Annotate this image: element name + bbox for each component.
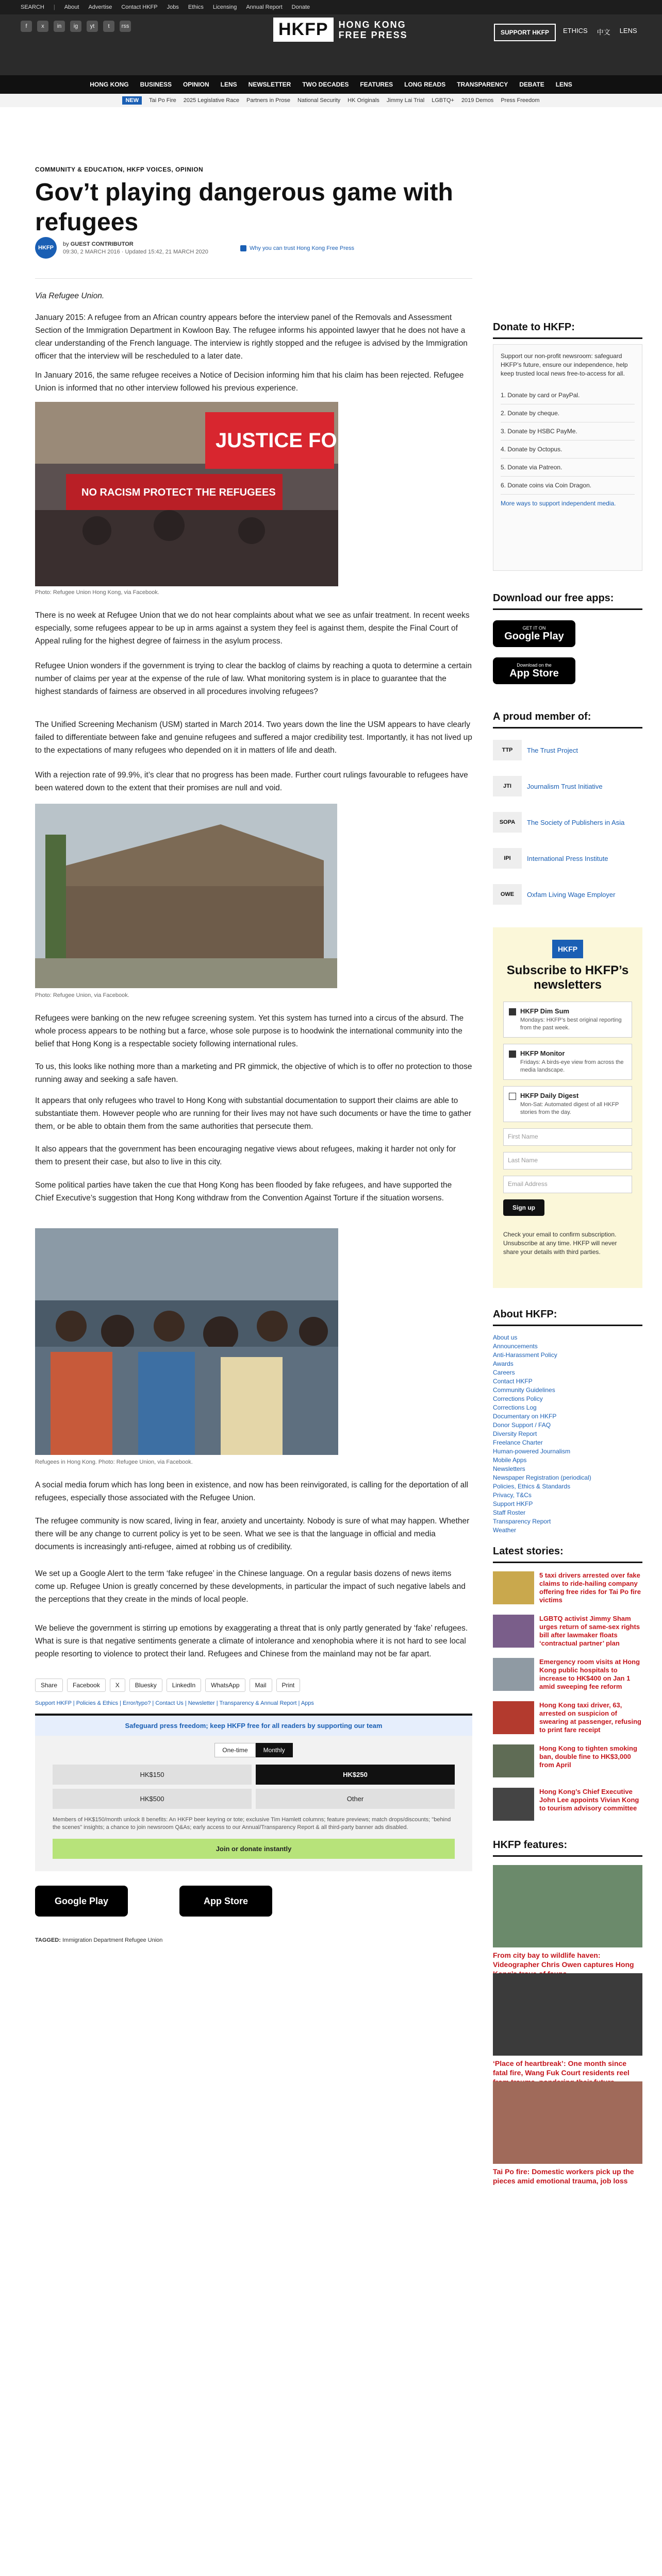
new-badge: NEW xyxy=(122,96,142,105)
store-small: Download on the xyxy=(517,662,552,668)
about-link[interactable]: Community Guidelines xyxy=(493,1386,555,1394)
linkedin-icon[interactable]: in xyxy=(54,21,65,32)
nav-item[interactable]: LONG READS xyxy=(404,81,446,88)
share-whatsapp[interactable]: WhatsApp xyxy=(205,1679,245,1692)
store-big: App Store xyxy=(509,667,559,679)
about-link[interactable]: Privacy, T&Cs xyxy=(493,1492,532,1499)
image-caption: Photo: Refugee Union Hong Kong, via Facebook. xyxy=(35,589,159,596)
latest-story[interactable] xyxy=(493,1658,642,1691)
email-input[interactable]: Email Address xyxy=(503,1176,632,1193)
donate-lead[interactable]: Support our non-profit newsroom: safeguard HKFP’s future, ensure our independence, help keep trusted local news free-to-access for all. xyxy=(501,352,628,377)
latest-title: Latest stories: xyxy=(493,1546,642,1563)
feature-image xyxy=(493,1973,642,2056)
via-line: Via Refugee Union. xyxy=(35,292,105,300)
paragraph: To us, this looks like nothing more than a marketing and PR gimmick, the objective of which is to offer no protection to those running away and seeking a safe haven. xyxy=(35,1062,472,1084)
about-link[interactable]: Announcements xyxy=(493,1343,538,1350)
latest-story[interactable] xyxy=(493,1701,642,1734)
about-link[interactable]: Awards xyxy=(493,1360,514,1367)
about-link[interactable]: Human-powered Journalism xyxy=(493,1448,571,1455)
newsletter-name: HKFP Daily Digest xyxy=(520,1092,579,1099)
contact-link[interactable]: Contact HKFP xyxy=(121,4,158,10)
paragraph: It also appears that the government has been encouraging negative views about refugees, making it harder not only for them to present their case, but also to live in this city. xyxy=(35,1145,456,1166)
youtube-icon[interactable]: yt xyxy=(87,21,98,32)
donate-link[interactable]: Donate xyxy=(291,4,310,10)
support-headline[interactable]: Safeguard press freedom; keep HKFP free for all readers by supporting our team xyxy=(35,1716,472,1736)
about-link[interactable]: Transparency Report xyxy=(493,1518,551,1525)
member-logo[interactable] xyxy=(493,776,603,796)
newsletter-name: HKFP Dim Sum xyxy=(520,1007,570,1015)
last-name-input[interactable]: Last Name xyxy=(503,1152,632,1170)
donate-option[interactable]: 5. Donate via Patreon. xyxy=(501,459,635,477)
story-title[interactable]: Hong Kong taxi driver, 63, arrested on suspicion of swearing at passenger, refusing to print fare receipt xyxy=(539,1701,641,1734)
paragraph: There is no week at Refugee Union that we do not hear complaints about what we see as unfair treatment. In recent weeks especially, some refugees appear to be up in arms against a system they feel is against them, despite the Final Court of Appeal ruling for the highest degree of fairness in the asylum process. xyxy=(35,611,470,646)
amount-options xyxy=(35,1765,472,1809)
google-play-badge[interactable]: Google Play xyxy=(35,1886,128,1917)
feature-item[interactable] xyxy=(493,1865,642,1978)
member-name: Journalism Trust Initiative xyxy=(527,782,603,790)
x-icon[interactable]: x xyxy=(37,21,48,32)
donate-option[interactable]: 2. Donate by cheque. xyxy=(501,404,635,422)
app-store-badge[interactable]: App Store xyxy=(179,1886,272,1917)
newsletter-logo: HKFP xyxy=(552,940,583,958)
newsletter-fineprint: Check your email to confirm subscription. Unsubscribe at any time. HKFP will never share your details with third parties. xyxy=(503,1231,617,1256)
share-x[interactable]: X xyxy=(110,1679,125,1692)
about-link[interactable]: About xyxy=(64,4,79,10)
avatar[interactable]: HKFP xyxy=(35,237,57,259)
sign-up-button[interactable]: Sign up xyxy=(503,1199,544,1216)
newsletter-name: HKFP Monitor xyxy=(520,1049,565,1057)
donate-option[interactable]: 1. Donate by card or PayPal. xyxy=(501,386,635,404)
member-name: International Press Institute xyxy=(527,854,608,862)
feature-image xyxy=(493,1865,642,1947)
support-hkfp-button[interactable]: SUPPORT HKFP xyxy=(494,24,556,41)
features-title: HKFP features: xyxy=(493,1839,642,1857)
latest-story[interactable] xyxy=(493,1571,642,1604)
nav-item[interactable]: NEWSLETTER xyxy=(248,81,291,88)
social-icons xyxy=(21,21,131,32)
trending-item[interactable]: Partners in Prose xyxy=(246,97,290,104)
trending-item[interactable]: Press Freedom xyxy=(501,97,540,104)
story-thumbnail xyxy=(493,1744,534,1777)
jti-logo: JTI xyxy=(493,776,522,796)
newsletter-option[interactable] xyxy=(503,1086,632,1122)
nav-item[interactable]: DEBATE xyxy=(519,81,544,88)
checkbox[interactable] xyxy=(509,1093,516,1100)
trust-link[interactable] xyxy=(240,245,354,251)
tags-label: TAGGED: xyxy=(35,1937,61,1943)
trending-item[interactable]: LGBTQ+ xyxy=(432,97,454,104)
paragraph: The refugee community is now scared, living in fear, anxiety and uncertainty. Nobody is sure of what may happen. Whether there will be any change to current policy is yet to be seen. What we see is that the language in official and media documents is increasingly anti-refugee, aimed at robbing us of credibility. xyxy=(35,1517,470,1551)
tags xyxy=(35,1937,162,1943)
nav-item[interactable]: HONG KONG xyxy=(90,81,129,88)
paragraph: It appears that only refugees who travel to Hong Kong with substantial documentation to support their claims are able to substantiate them. However people who are running for their lives may not have such documents or have the time to gather them, or be able to obtain them from the same authorities that persecute them. xyxy=(35,1096,472,1131)
divider xyxy=(35,278,472,279)
footer-links[interactable]: Support HKFP | Policies & Ethics | Error/typo? | Contact Us | Newsletter | Transparency & Annual Report | Apps xyxy=(35,1700,314,1706)
about-link[interactable]: Policies, Ethics & Standards xyxy=(493,1483,571,1490)
newsletter-option[interactable] xyxy=(503,1002,632,1038)
share-facebook[interactable]: Facebook xyxy=(67,1679,106,1692)
newsletter-title: Subscribe to HKFP’s newsletters xyxy=(506,963,629,992)
feature-title[interactable]: Tai Po fire: Domestic workers pick up the pieces amid emotional trauma, job loss xyxy=(493,2167,634,2185)
checkbox[interactable] xyxy=(509,1050,516,1058)
protest-photo-art xyxy=(35,402,352,586)
paragraph: The Unified Screening Mechanism (USM) started in March 2014. Two years down the line the USM appears to have clearly failed to differentiate between fake and genuine refugees and suffered a major credibility test. Importantly, it has not lived up to the expectations of many refugees who depended on it in matters of life and death. xyxy=(35,720,472,755)
banner-text: JUSTICE FOR xyxy=(216,429,352,452)
about-link[interactable]: Diversity Report xyxy=(493,1430,537,1437)
feature-title[interactable]: ‘Place of heartbreak’: One month since fatal fire, Wang Fuk Court residents reel xyxy=(493,2059,630,2077)
sign-text: NO RACISM PROTECT THE REFUGEES xyxy=(81,487,276,498)
annual-report-link[interactable]: Annual Report xyxy=(246,4,283,10)
store-big: Google Play xyxy=(504,630,564,642)
share-bar xyxy=(35,1679,300,1692)
tag-links[interactable]: Immigration Department Refugee Union xyxy=(62,1937,163,1943)
latest-story[interactable] xyxy=(493,1744,642,1777)
top-utility-bar: SEARCH | About Advertise Contact HKFP Jobs Ethics Licensing Annual Report Donate xyxy=(0,0,662,14)
shack-photo-art xyxy=(35,804,337,988)
search-link[interactable]: SEARCH xyxy=(21,4,44,10)
amount-option[interactable]: HK$250 xyxy=(256,1765,455,1785)
apps-title: Download our free apps: xyxy=(493,592,642,610)
trust-project-logo: TTP xyxy=(493,740,522,760)
amount-option[interactable]: Other xyxy=(256,1789,455,1809)
story-title[interactable]: LGBTQ activist Jimmy Sham urges return of same-sex rights bill after lawmaker floats ‘contractual partner’ plan xyxy=(539,1615,640,1647)
newsletter-desc: Fridays: A birds-eye view from across the media landscape. xyxy=(520,1059,624,1073)
trust-text: Why you can trust Hong Kong Free Press xyxy=(250,245,354,251)
about-link[interactable]: Corrections Policy xyxy=(493,1395,543,1402)
about-link[interactable]: Mobile Apps xyxy=(493,1456,527,1464)
by-prefix: by xyxy=(63,241,69,247)
about-link[interactable]: Anti-Harassment Policy xyxy=(493,1351,557,1359)
share-linkedin[interactable]: LinkedIn xyxy=(167,1679,201,1692)
story-title[interactable]: Hong Kong’s Chief Executive John Lee appoints Vivian Kong to tourism advisory committee xyxy=(539,1788,639,1812)
google-play-badge[interactable] xyxy=(493,620,575,647)
chinese-link[interactable]: 中文 xyxy=(597,28,610,36)
nav-item[interactable]: OPINION xyxy=(183,81,209,88)
member-logo[interactable] xyxy=(493,884,615,905)
header-right-links xyxy=(563,27,637,37)
story-title[interactable]: Emergency room visits at Hong Kong public hospitals to increase to HK$400 on Jan 1 amid sweeping fee reform xyxy=(539,1658,640,1690)
advertise-link[interactable]: Advertise xyxy=(88,4,112,10)
author-name[interactable]: GUEST CONTRIBUTOR xyxy=(70,241,134,247)
paragraph: With a rejection rate of 99.9%, it’s clear that no progress has been made. Further court rulings favourable to refugees have been watered down to the extent that their promises are null and void. xyxy=(35,771,468,792)
telegram-icon[interactable]: t xyxy=(103,21,114,32)
site-logo[interactable] xyxy=(273,18,408,42)
trending-item[interactable]: Jimmy Lai Trial xyxy=(386,97,425,104)
latest-story[interactable] xyxy=(493,1615,642,1648)
frequency-tabs xyxy=(35,1743,472,1757)
member-logo[interactable] xyxy=(493,848,608,869)
about-link[interactable]: Documentary on HKFP xyxy=(493,1413,557,1420)
lens-header-link[interactable]: LENS xyxy=(619,27,637,35)
logo-mark: HKFP xyxy=(273,18,334,42)
nav-item[interactable]: TRANSPARENCY xyxy=(457,81,508,88)
story-title[interactable]: 5 taxi drivers arrested over fake claims to ride-hailing company offering free rides for Tai Po fire victims xyxy=(539,1571,641,1604)
logo-line2: FREE PRESS xyxy=(338,29,408,40)
feature-image xyxy=(493,2081,642,2164)
nav-item[interactable]: LENS xyxy=(220,81,237,88)
nav-item[interactable]: TWO DECADES xyxy=(302,81,349,88)
newsletter-desc: Mondays: HKFP’s best original reporting from the past week. xyxy=(520,1017,622,1031)
crowd-photo-art xyxy=(35,1228,338,1455)
about-link[interactable]: Newsletters xyxy=(493,1465,525,1472)
about-link[interactable]: Newspaper Registration (periodical) xyxy=(493,1474,591,1481)
amount-option[interactable]: HK$150 xyxy=(53,1765,252,1785)
bottom-app-stores xyxy=(35,1886,272,1917)
trending-item[interactable]: Tai Po Fire xyxy=(149,97,176,104)
author-block xyxy=(35,237,208,259)
share-bluesky[interactable]: Bluesky xyxy=(129,1679,162,1692)
share-button[interactable]: Share xyxy=(35,1679,63,1692)
join-donate-button[interactable]: Join or donate instantly xyxy=(53,1839,455,1859)
protest-photo xyxy=(35,402,352,586)
support-box xyxy=(35,1714,472,1871)
publish-dates: 09:30, 2 MARCH 2016 · Updated 15:42, 21 MARCH 2020 xyxy=(63,248,208,255)
ipi-logo: IPI xyxy=(493,848,522,869)
story-thumbnail xyxy=(493,1788,534,1821)
trust-icon xyxy=(240,245,246,251)
more-ways-link[interactable]: More ways to support independent media. xyxy=(501,500,616,507)
member-logo[interactable] xyxy=(493,812,624,833)
facebook-icon[interactable]: f xyxy=(21,21,32,32)
jobs-link[interactable]: Jobs xyxy=(167,4,179,10)
trending-item[interactable]: 2025 Legislative Race xyxy=(183,97,239,104)
member-benefits: Members of HK$150/month unlock 8 benefits: An HKFP beer keyring or tote; exclusive Tim Hamlett columns; feature previews; match drops/discounts; "behind the scenes" insights; a chance to join newsroom Q&As; early access to our Annual/Transparency Report & all third-party banner ads disabled. xyxy=(53,1817,451,1831)
sopa-logo: SOPA xyxy=(493,812,522,833)
paragraph: We set up a Google Alert to the term ‘fake refugee’ in the Chinese language. On a regular basis dozens of news items come up. Refugee Union is greatly concerned by these developments, in particular the impact of such negative labels and the perceptions that they create in the minds of local people. xyxy=(35,1569,466,1604)
share-print[interactable]: Print xyxy=(276,1679,301,1692)
nav-item[interactable]: FEATURES xyxy=(360,81,393,88)
paragraph: Refugee Union wonders if the government is trying to clear the backlog of claims by reaching a quota to determine a certain number of claims per year at the expense of the rule of law. What monitoring system is in place to guarantee that the highest standards of fairness are observed in all procedures involving refugees? xyxy=(35,662,472,696)
nav-item[interactable]: BUSINESS xyxy=(140,81,172,88)
crowd-photo xyxy=(35,1228,338,1455)
newsletter-option[interactable] xyxy=(503,1044,632,1080)
latest-story[interactable] xyxy=(493,1788,642,1821)
paragraph: January 2015: A refugee from an African country appears before the interview panel of the Removals and Assessment Section of the Immigration Department in Kowloon Bay. The refugee informs his appointed lawyer that he does not have a clear understanding of the French language. The interview is rightly stopped and the refugee is advised by the Immigration officer that the interview will be rescheduled to a later date. xyxy=(35,313,468,361)
checkbox[interactable] xyxy=(509,1008,516,1015)
donate-option[interactable]: 4. Donate by Octopus. xyxy=(501,440,635,459)
paragraph: Some political parties have taken the cue that Hong Kong has been flooded by fake refugees, and have supported the Chief Executive’s suggestion that Hong Kong withdraw from the Convention Against Torture if the situation worsens. xyxy=(35,1181,452,1202)
story-thumbnail xyxy=(493,1658,534,1691)
image-caption: Photo: Refugee Union, via Facebook. xyxy=(35,992,129,998)
logo-line1: HONG KONG xyxy=(338,19,406,30)
store-small: GET IT ON xyxy=(522,625,546,631)
tab-monthly[interactable]: Monthly xyxy=(256,1743,293,1757)
member-name: Oxfam Living Wage Employer xyxy=(527,890,616,899)
newsletter-desc: Mon-Sat: Automated digest of all HKFP stories from the day. xyxy=(520,1101,619,1115)
about-list xyxy=(493,1333,642,1535)
newsletter-box xyxy=(493,927,642,1288)
story-title[interactable]: Hong Kong to tighten smoking ban, double fine to HK$3,000 from April xyxy=(539,1744,637,1769)
share-mail[interactable]: Mail xyxy=(250,1679,272,1692)
image-caption: Refugees in Hong Kong. Photo: Refugee Union, via Facebook. xyxy=(35,1459,193,1465)
about-link[interactable]: Staff Roster xyxy=(493,1509,526,1516)
about-link[interactable]: Corrections Log xyxy=(493,1404,537,1411)
ethics-link[interactable]: Ethics xyxy=(188,4,204,10)
amount-option[interactable]: HK$500 xyxy=(53,1789,252,1809)
about-link[interactable]: Contact HKFP xyxy=(493,1378,533,1385)
byline xyxy=(63,241,208,247)
member-logo[interactable] xyxy=(493,740,578,760)
rss-icon[interactable]: rss xyxy=(120,21,131,32)
about-link[interactable]: Weather xyxy=(493,1527,517,1534)
trending-bar xyxy=(0,94,662,107)
oxfam-logo: OWE xyxy=(493,884,522,905)
shack-photo xyxy=(35,804,337,988)
article-category[interactable]: COMMUNITY & EDUCATION, HKFP VOICES, OPINION xyxy=(35,166,204,173)
paragraph: A social media forum which has long been in existence, and now has been reinvigorated, is calling for the deportation of all refugees, especially those associated with the Refugee Union. xyxy=(35,1481,469,1502)
donate-option[interactable]: 6. Donate coins via Coin Dragon. xyxy=(501,477,635,495)
about-link[interactable]: Support HKFP xyxy=(493,1500,533,1507)
app-store-badge[interactable] xyxy=(493,657,575,684)
paragraph: In January 2016, the same refugee receives a Notice of Decision informing him that his claim has been rejected. Refugee Union is informed that no other interview followed his previous experience. xyxy=(35,371,464,393)
main-nav xyxy=(0,75,662,94)
licensing-link[interactable]: Licensing xyxy=(212,4,237,10)
donate-title: Donate to HKFP: xyxy=(493,321,642,339)
story-thumbnail xyxy=(493,1615,534,1648)
story-thumbnail xyxy=(493,1571,534,1604)
donate-option[interactable]: 3. Donate by HSBC PayMe. xyxy=(501,422,635,440)
nav-item[interactable]: LENS xyxy=(555,81,572,88)
about-link[interactable]: Freelance Charter xyxy=(493,1439,543,1446)
member-name: The Society of Publishers in Asia xyxy=(527,818,625,826)
feature-item[interactable] xyxy=(493,2081,642,2185)
trending-item[interactable]: HK Originals xyxy=(347,97,379,104)
about-link[interactable]: About us xyxy=(493,1334,518,1341)
tab-one-time[interactable]: One-time xyxy=(214,1743,255,1757)
paragraph: We believe the government is stirring up emotions by exaggerating a threat that is only partly generated by ‘fake’ refugees. What is sure is that negative sentiments generate a climate of intolerance and xenophobia where it is not hard to see local people resorting to violence to protect their land. Refugees and Chinese from the mainland may not be far apart. xyxy=(35,1624,468,1658)
about-link[interactable]: Donor Support / FAQ xyxy=(493,1421,551,1429)
trending-item[interactable]: National Security xyxy=(297,97,341,104)
about-title: About HKFP: xyxy=(493,1309,642,1326)
trending-item[interactable]: 2019 Demos xyxy=(461,97,494,104)
first-name-input[interactable]: First Name xyxy=(503,1128,632,1146)
feature-item[interactable] xyxy=(493,1973,642,2087)
article-title: Gov’t playing dangerous game with refugees xyxy=(35,179,453,236)
feature-title[interactable]: From city bay to wildlife haven: Videographer Chris Owen captures Hong xyxy=(493,1951,634,1969)
member-title: A proud member of: xyxy=(493,711,642,728)
logo-text xyxy=(339,20,408,40)
story-thumbnail xyxy=(493,1701,534,1734)
ethics-header-link[interactable]: ETHICS xyxy=(563,27,588,35)
member-name: The Trust Project xyxy=(527,746,578,754)
donate-box xyxy=(493,344,642,571)
paragraph: Refugees were banking on the new refugee screening system. Yet this system has turned into a circus of the absurd. The whole process appears to be nothing but a farce, whose sole purpose is to hoodwink the international community into the belief that Hong Kong is a respectable society following international rules. xyxy=(35,1014,464,1048)
instagram-icon[interactable]: ig xyxy=(70,21,81,32)
about-link[interactable]: Careers xyxy=(493,1369,515,1376)
